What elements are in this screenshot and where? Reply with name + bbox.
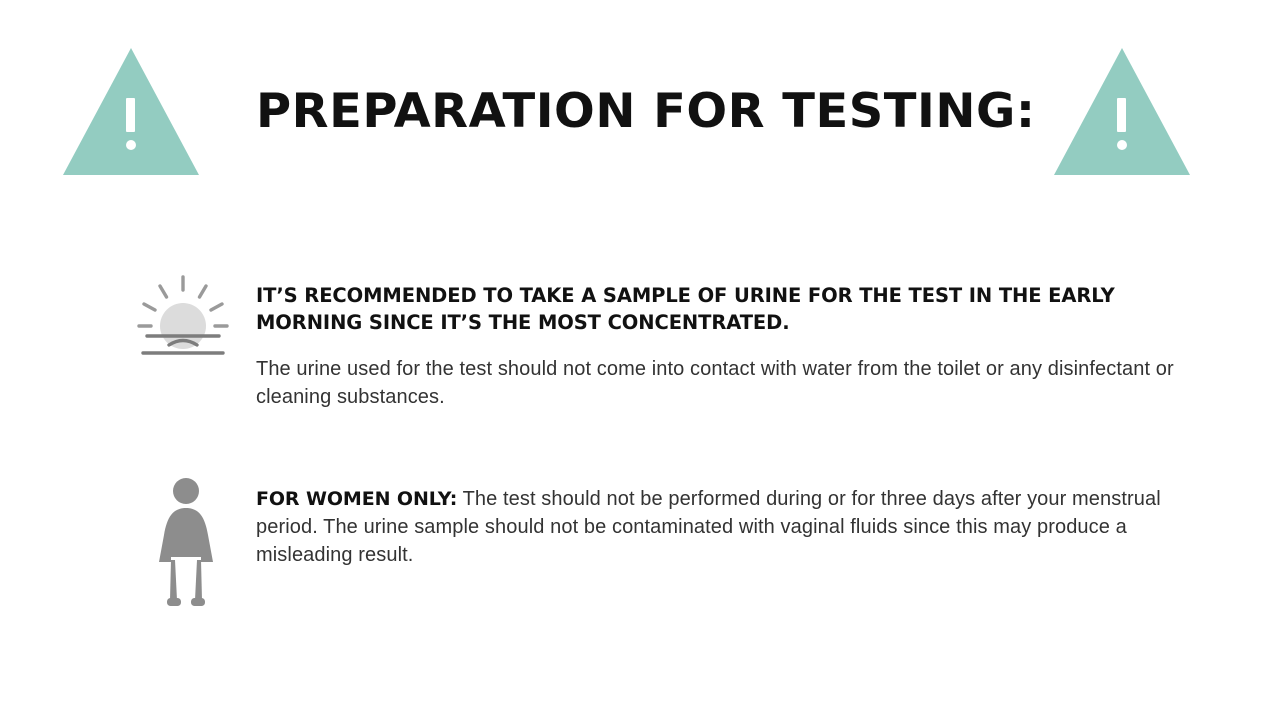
- section-1-text: [256, 282, 1176, 411]
- section-1-body: The urine used for the test should not come into contact with water from the toilet or any disinfectant or cleaning substances.: [256, 358, 1174, 408]
- section-2-text: [256, 485, 1176, 569]
- warning-exclamation-dot-icon: [126, 140, 136, 150]
- section-2-body-wrapper: [256, 485, 1176, 569]
- sunrise-icon: [133, 273, 233, 363]
- warning-exclamation-stroke-icon: [1117, 98, 1126, 132]
- warning-exclamation-dot-icon: [1117, 140, 1127, 150]
- section-1-heading: IT’S RECOMMENDED TO TAKE A SAMPLE OF URINE FOR THE TEST IN THE EARLY MORNING SINCE IT’S THE MOST CONCENTRATED.: [256, 284, 1115, 334]
- section-2-label: FOR WOMEN ONLY:: [256, 488, 458, 510]
- header: [0, 0, 1280, 200]
- section-2-body: The test should not be performed during or for three days after your menstrual period. The urine sample should not be contaminated with vaginal fluids since this may produce a misleading result.: [256, 488, 1161, 566]
- page-title: PREPARATION FOR TESTING:: [256, 84, 1036, 139]
- warning-exclamation-stroke-icon: [126, 98, 135, 132]
- woman-figure-icon: [155, 478, 217, 608]
